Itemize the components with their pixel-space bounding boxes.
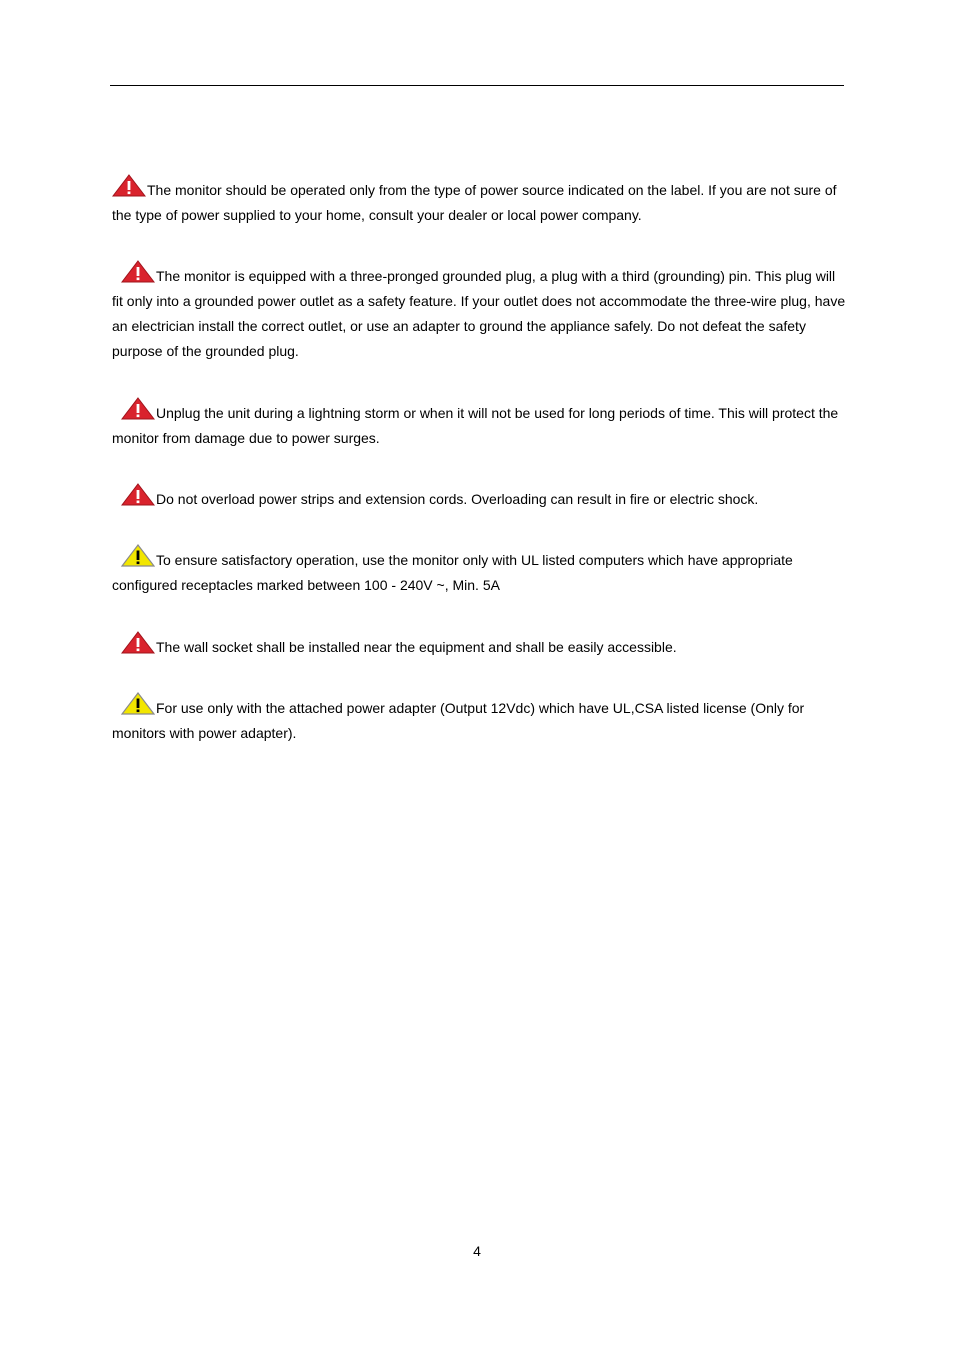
yellow-warning-triangle-icon [121,692,155,715]
notice-text: For use only with the attached power adapter (Output 12Vdc) which have UL,CSA listed license (Only for monitors with power adapter). [112,700,805,741]
red-warning-triangle-icon [121,483,155,506]
safety-notice-power-adapter [112,692,846,746]
notice-text: The monitor should be operated only from the type of power source indicated on the label. If you are not sure of the type of power supplied to your home, consult your dealer or local power company. [112,182,837,223]
red-warning-triangle-icon [121,260,155,283]
notice-text: Unplug the unit during a lightning storm or when it will not be used for long periods of time. This will protect the monitor from damage due to power surges. [112,405,839,446]
safety-notice-wall-socket [112,631,846,660]
yellow-warning-triangle-icon [121,544,155,567]
page-number: 4 [473,1243,481,1259]
safety-notice-ul-computers [112,544,846,598]
red-warning-triangle-icon [112,174,146,197]
notice-text: Do not overload power strips and extension cords. Overloading can result in fire or electric shock. [156,491,759,507]
safety-notice-overload [112,483,846,512]
notice-text: To ensure satisfactory operation, use the monitor only with UL listed computers which have appropriate configured receptacles marked between 100 - 240V ~, Min. 5A [112,552,793,593]
red-warning-triangle-icon [121,397,155,420]
notice-text: The wall socket shall be installed near the equipment and shall be easily accessible. [156,639,677,655]
safety-notice-grounded-plug [112,260,846,364]
safety-notice-power-source [112,174,846,228]
red-warning-triangle-icon [121,631,155,654]
notice-text: The monitor is equipped with a three-pronged grounded plug, a plug with a third (grounding) pin. This plug will fit only into a grounded power outlet as a safety feature. If your outlet does not accommodate the three-wire plug, have an electrician install the correct outlet, or use an adapter to ground the appliance safely. Do not defeat the safety purpose of the grounded plug. [112,268,846,359]
header-rule [110,85,844,86]
safety-notice-lightning-storm [112,397,846,451]
